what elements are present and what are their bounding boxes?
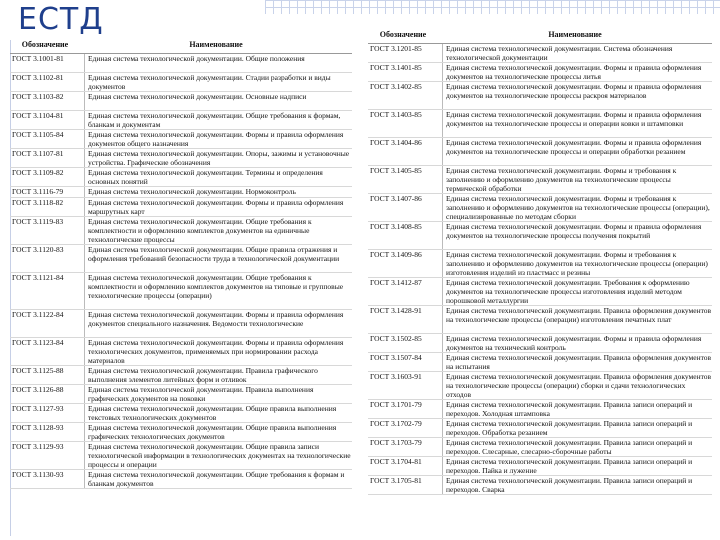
standard-code: ГОСТ 3.1118-82 xyxy=(12,198,64,207)
table-row xyxy=(10,404,352,423)
standard-code: ГОСТ 3.1126-88 xyxy=(12,385,64,394)
standard-title: Единая система технологической документации. Формы и правила оформления технологических документов, применяемых при нормировании расхода материалов xyxy=(84,338,352,365)
standard-title: Единая система технологической документации. Правила записи операций и переходов. Сварка xyxy=(442,476,712,494)
table-row xyxy=(368,222,712,250)
table-row xyxy=(368,278,712,306)
table-row xyxy=(10,54,352,73)
standard-title: Единая система технологической документации. Общие правила отражения и оформления требований безопасности труда в технологической документации xyxy=(84,245,352,272)
standard-title: Единая система технологической документации. Система обозначения технологической документации xyxy=(442,44,712,62)
right-standards-table xyxy=(368,30,712,495)
table-row xyxy=(10,423,352,442)
standard-title: Единая система технологической документации. Правила записи операций и переходов. Холодная штамповка xyxy=(442,400,712,418)
slide-title: ЕСТД xyxy=(18,2,104,37)
table-header xyxy=(368,30,712,44)
standard-title: Единая система технологической документации. Общие требования к формам и бланкам документов xyxy=(84,470,352,488)
table-row xyxy=(368,334,712,353)
standard-code: ГОСТ 3.1119-83 xyxy=(12,217,64,226)
left-standards-table xyxy=(10,40,352,489)
table-row xyxy=(368,250,712,278)
standard-code: ГОСТ 3.1103-82 xyxy=(12,92,64,101)
column-header-name: Наименование xyxy=(189,40,243,49)
standard-title: Единая система технологической документации. Опоры, зажимы и установочные устройства. Графические обозначения xyxy=(84,149,352,167)
standard-code: ГОСТ 3.1405-85 xyxy=(370,166,422,175)
standard-title: Единая система технологической документации. Общие правила выполнения графических технологических документов xyxy=(84,423,352,441)
table-row xyxy=(10,198,352,217)
table-row xyxy=(368,457,712,476)
standard-title: Единая система технологической документации. Правила графического выполнения элементов литейных форм и отливок xyxy=(84,366,352,384)
table-row xyxy=(10,442,352,470)
standard-code: ГОСТ 3.1123-84 xyxy=(12,338,64,347)
standard-title: Единая система технологической документации. Основные надписи xyxy=(84,92,352,110)
standard-code: ГОСТ 3.1201-85 xyxy=(370,44,422,53)
standard-title: Единая система технологической документации. Правила записи операций и переходов. Слесарные, слесарно-сборочные работы xyxy=(442,438,712,456)
standard-code: ГОСТ 3.1502-85 xyxy=(370,334,422,343)
standard-code: ГОСТ 3.1129-93 xyxy=(12,442,64,451)
standard-code: ГОСТ 3.1412-87 xyxy=(370,278,422,287)
standard-title: Единая система технологической документации. Формы и правила оформления документов общего назначения xyxy=(84,130,352,148)
standard-title: Единая система технологической документации. Формы и правила оформления документов на технический контроль xyxy=(442,334,712,352)
standard-title: Единая система технологической документации. Общие положения xyxy=(84,54,352,72)
standard-code: ГОСТ 3.1130-93 xyxy=(12,470,64,479)
standard-code: ГОСТ 3.1109-82 xyxy=(12,168,64,177)
standard-code: ГОСТ 3.1404-86 xyxy=(370,138,422,147)
standard-title: Единая система технологической документации. Правила оформления документов на технологические процессы (операции) изготовления печатных плат xyxy=(442,306,712,333)
table-row xyxy=(10,470,352,489)
standard-title: Единая система технологической документации. Общие требования к комплектности и оформлению комплектов документов на типовые и групповые технологические процессы (операции) xyxy=(84,273,352,309)
table-row xyxy=(10,92,352,111)
standard-code: ГОСТ 3.1107-81 xyxy=(12,149,64,158)
standard-title: Единая система технологической документации. Правила записи операций и переходов. Пайка и лужение xyxy=(442,457,712,475)
table-row xyxy=(368,400,712,419)
standard-title: Единая система технологической документации. Формы и правила оформления документов на технологические процессы литья xyxy=(442,63,712,81)
table-row xyxy=(10,245,352,273)
table-row xyxy=(368,194,712,222)
standard-code: ГОСТ 3.1001-81 xyxy=(12,54,64,63)
column-header-code: Обозначение xyxy=(379,30,427,39)
standard-code: ГОСТ 3.1701-79 xyxy=(370,400,422,409)
table-row xyxy=(10,310,352,338)
standard-title: Единая система технологической документации. Формы и правила оформления документов на технологические процессы и операции обработки резанием xyxy=(442,138,712,165)
standard-code: ГОСТ 3.1409-86 xyxy=(370,250,422,259)
standard-code: ГОСТ 3.1121-84 xyxy=(12,273,64,282)
table-row xyxy=(10,338,352,366)
table-row xyxy=(368,63,712,82)
standard-code: ГОСТ 3.1116-79 xyxy=(12,187,64,196)
standard-code: ГОСТ 3.1402-85 xyxy=(370,82,422,91)
standard-code: ГОСТ 3.1122-84 xyxy=(12,310,64,319)
standard-code: ГОСТ 3.1703-79 xyxy=(370,438,422,447)
standard-title: Единая система технологической документации. Общие правила записи технологической информации в технологических документах на технологические процессы и операции xyxy=(84,442,352,469)
standard-title: Единая система технологической документации. Формы и правила оформления документов на технологические процессы раскроя материалов xyxy=(442,82,712,109)
column-header-code: Обозначение xyxy=(21,40,69,49)
table-row xyxy=(368,306,712,334)
table-row xyxy=(10,187,352,198)
column-header-name: Наименование xyxy=(548,30,602,39)
standard-code: ГОСТ 3.1128-93 xyxy=(12,423,64,432)
table-row xyxy=(10,73,352,92)
table-row xyxy=(368,353,712,372)
table-body xyxy=(10,54,352,489)
table-row xyxy=(10,217,352,245)
standard-title: Единая система технологической документации. Формы и правила оформления документов на технологические процессы получения покрытий xyxy=(442,222,712,249)
table-row xyxy=(368,476,712,495)
standard-title: Единая система технологической документации. Формы и правила оформления документов специального назначения. Ведомости технологические xyxy=(84,310,352,337)
standard-code: ГОСТ 3.1407-86 xyxy=(370,194,422,203)
decorative-grid xyxy=(265,0,720,14)
standard-code: ГОСТ 3.1120-83 xyxy=(12,245,64,254)
standard-title: Единая система технологической документации. Требования к оформлению документов на технологические процессы изготовления изделий методом порошковой металлургии xyxy=(442,278,712,305)
table-header xyxy=(10,40,352,54)
table-row xyxy=(10,149,352,168)
standard-code: ГОСТ 3.1127-93 xyxy=(12,404,64,413)
table-row xyxy=(10,385,352,404)
table-row xyxy=(368,438,712,457)
standard-title: Единая система технологической документации. Формы и правила оформления маршрутных карт xyxy=(84,198,352,216)
standard-code: ГОСТ 3.1104-81 xyxy=(12,111,64,120)
standard-code: ГОСТ 3.1507-84 xyxy=(370,353,422,362)
standard-code: ГОСТ 3.1102-81 xyxy=(12,73,64,82)
standard-title: Единая система технологической документации. Формы и требования к заполнению и оформлению документов на технологические процессы (операции), специализированные по методам сборки xyxy=(442,194,712,221)
standard-code: ГОСТ 3.1428-91 xyxy=(370,306,422,315)
table-row xyxy=(368,138,712,166)
table-row xyxy=(368,82,712,110)
standard-title: Единая система технологической документации. Правила оформления документов на испытания xyxy=(442,353,712,371)
table-row xyxy=(368,44,712,63)
standard-code: ГОСТ 3.1125-88 xyxy=(12,366,64,375)
standard-title: Единая система технологической документации. Формы и требования к заполнению и оформлению документов на технологические процессы (операции) изготовления изделий из пластмасс и резины xyxy=(442,250,712,277)
standard-code: ГОСТ 3.1603-91 xyxy=(370,372,422,381)
standard-title: Единая система технологической документации. Формы и требования к заполнению и оформлению документов на технологические процессы термической обработки xyxy=(442,166,712,193)
standard-title: Единая система технологической документации. Нормоконтроль xyxy=(84,187,352,197)
standard-title: Единая система технологической документации. Общие правила выполнения текстовых технологических документов xyxy=(84,404,352,422)
standard-title: Единая система технологической документации. Общие требования к комплектности и оформлению комплектов документов на единичные технологические процессы xyxy=(84,217,352,244)
table-row xyxy=(10,111,352,130)
table-row xyxy=(10,168,352,187)
table-row xyxy=(368,372,712,400)
table-row xyxy=(368,166,712,194)
table-row xyxy=(368,110,712,138)
standard-title: Единая система технологической документации. Правила выполнения графических документов на поковки xyxy=(84,385,352,403)
standard-title: Единая система технологической документации. Правила оформления документов на технологические процессы (операции) сборки и сдачи технологических отходов xyxy=(442,372,712,399)
table-row xyxy=(10,366,352,385)
standard-code: ГОСТ 3.1408-85 xyxy=(370,222,422,231)
standard-code: ГОСТ 3.1704-81 xyxy=(370,457,422,466)
table-body xyxy=(368,44,712,495)
standard-code: ГОСТ 3.1702-79 xyxy=(370,419,422,428)
standard-title: Единая система технологической документации. Термины и определения основных понятий xyxy=(84,168,352,186)
standard-code: ГОСТ 3.1705-81 xyxy=(370,476,422,485)
table-row xyxy=(10,130,352,149)
standard-title: Единая система технологической документации. Правила записи операций и переходов. Обработка резанием xyxy=(442,419,712,437)
standard-title: Единая система технологической документации. Стадии разработки и виды документов xyxy=(84,73,352,91)
standard-code: ГОСТ 3.1105-84 xyxy=(12,130,64,139)
standard-code: ГОСТ 3.1403-85 xyxy=(370,110,422,119)
table-row xyxy=(10,273,352,310)
standard-title: Единая система технологической документации. Формы и правила оформления документов на технологические процессы и операции ковки и штамповки xyxy=(442,110,712,137)
standard-title: Единая система технологической документации. Общие требования к формам, бланкам и документам xyxy=(84,111,352,129)
standard-code: ГОСТ 3.1401-85 xyxy=(370,63,422,72)
table-row xyxy=(368,419,712,438)
